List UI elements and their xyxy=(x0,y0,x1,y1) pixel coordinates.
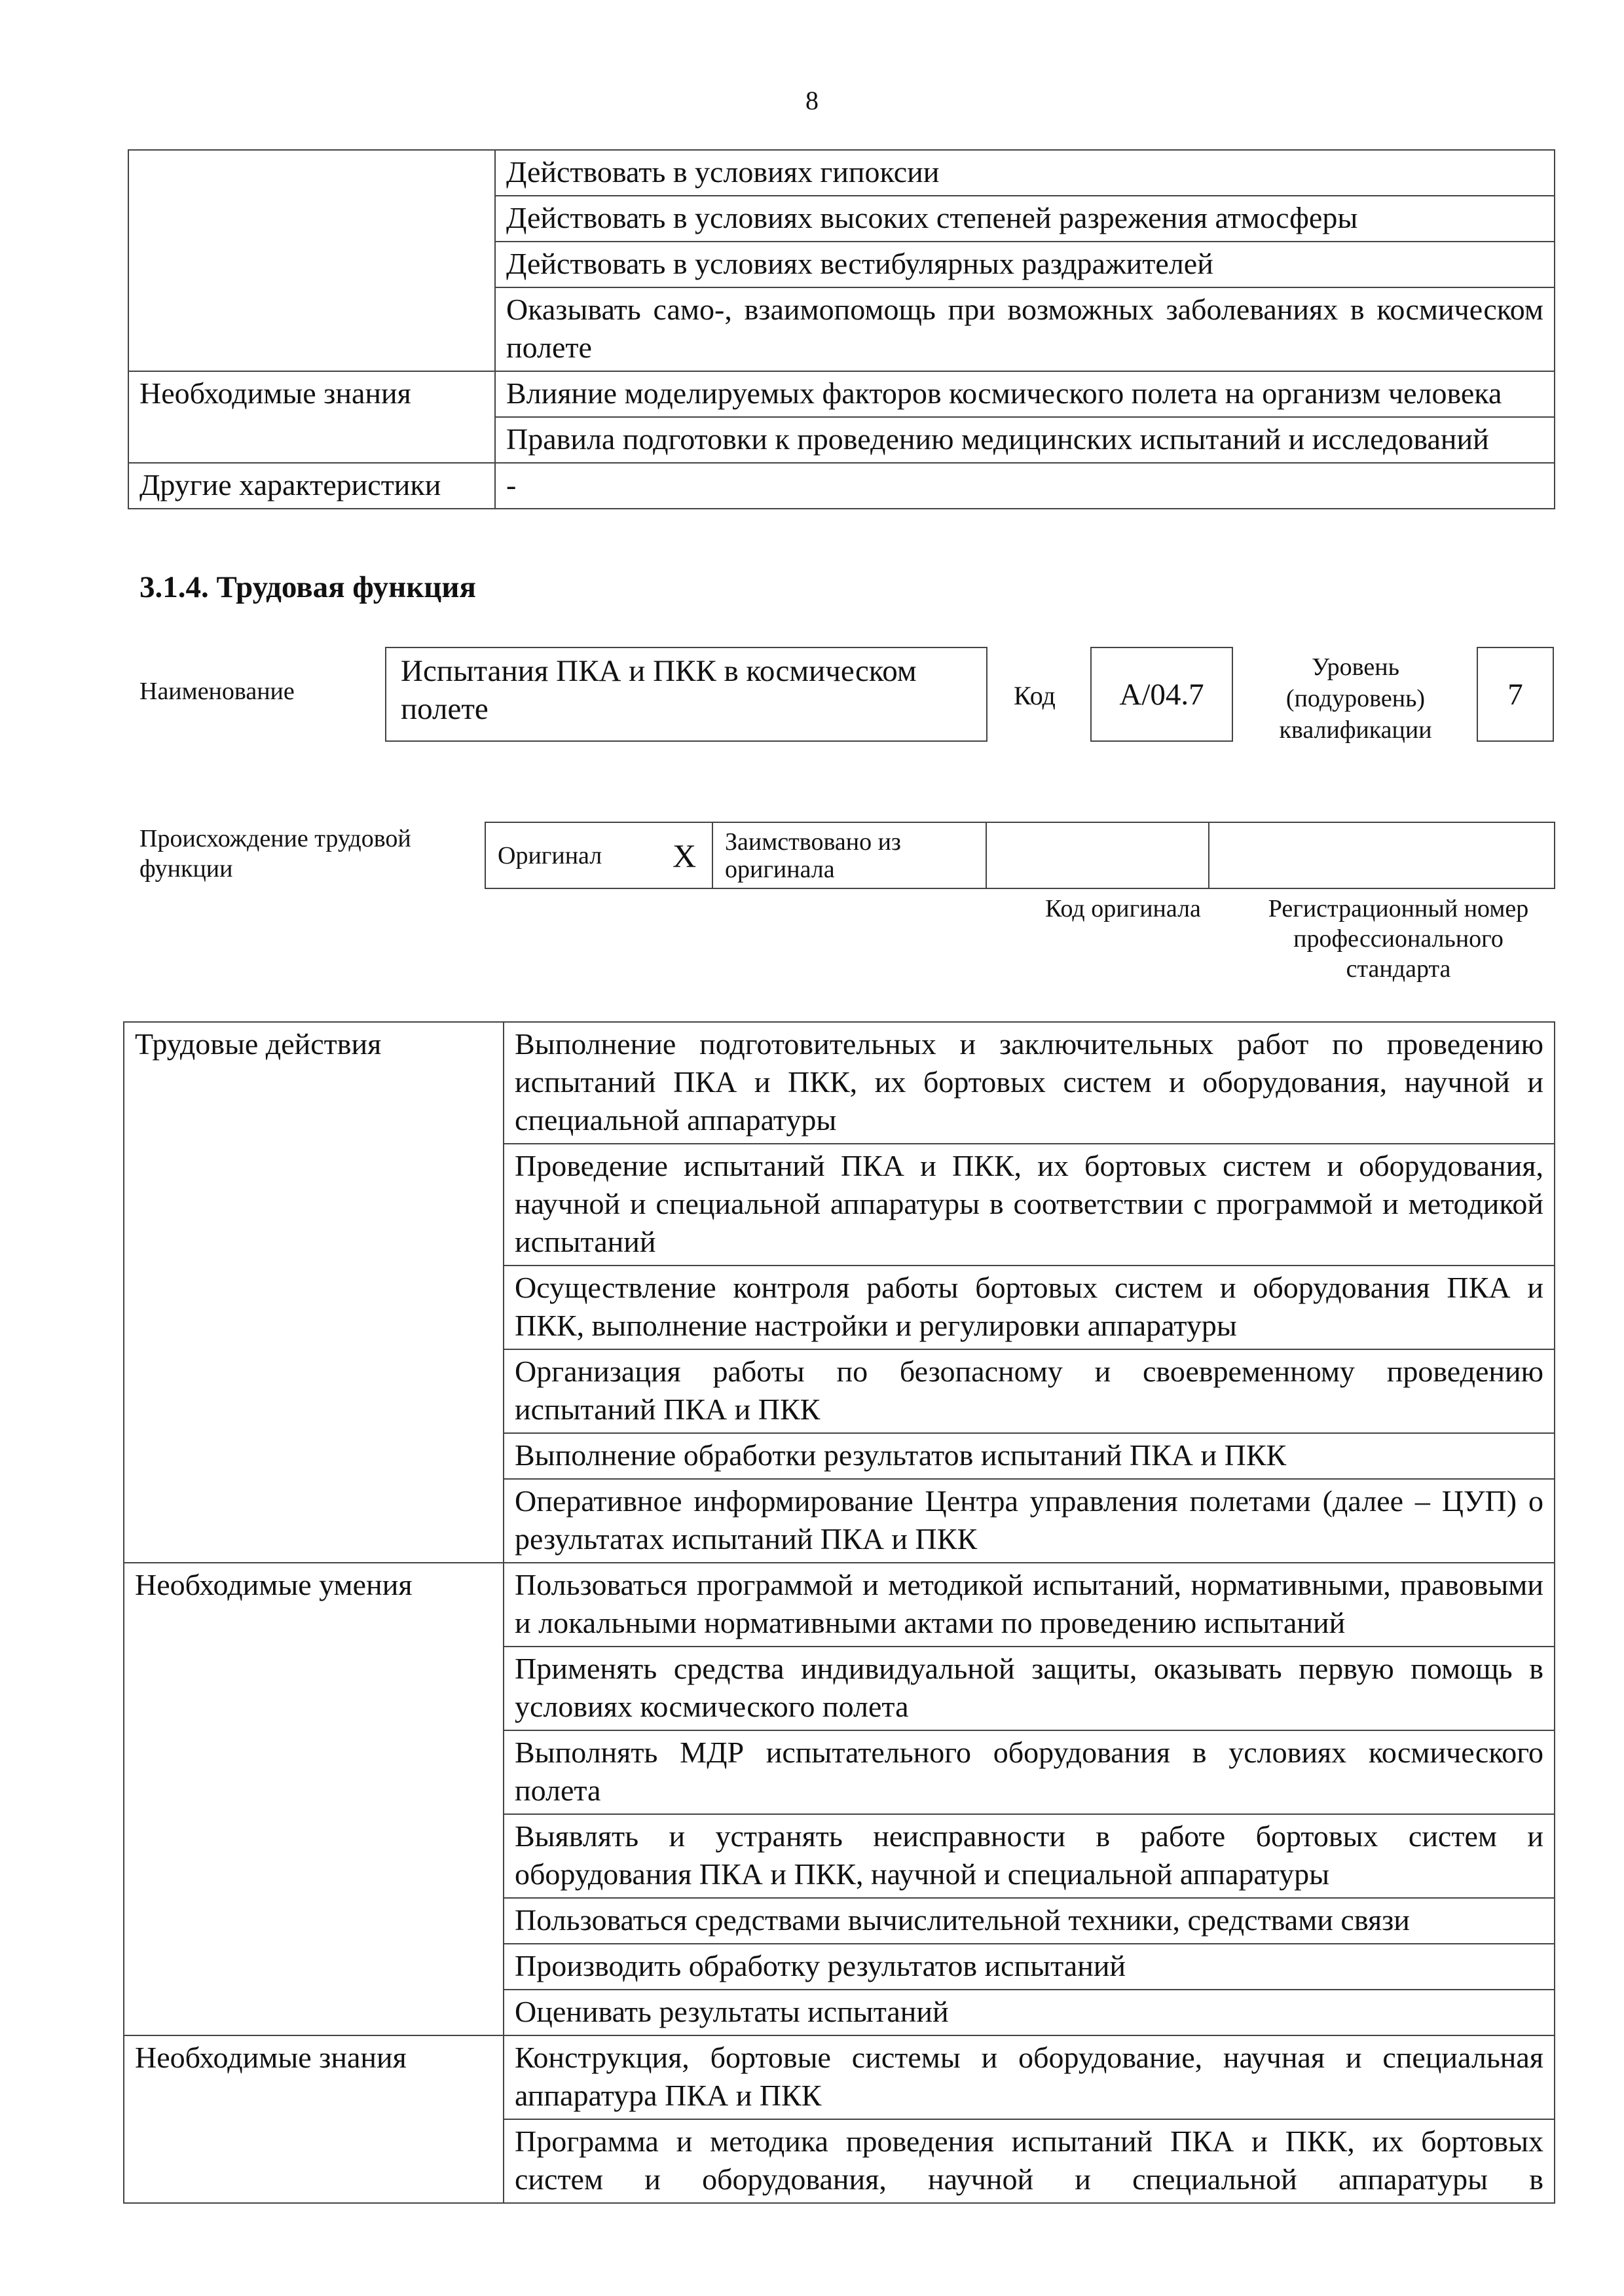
table-cell-value: Действовать в условиях вестибулярных раздражителей xyxy=(495,242,1555,287)
level-label: Уровень (подуровень) квалификации xyxy=(1279,653,1432,744)
table-row xyxy=(124,2035,1555,2119)
labor-function-table xyxy=(123,1021,1555,2204)
table-cell-value: Оценивать результаты испытаний xyxy=(504,1990,1555,2035)
code-value-box: А/04.7 xyxy=(1090,647,1233,742)
original-label: Оригинал xyxy=(485,822,657,888)
borrowed-label: Заимствовано из оригинала xyxy=(712,822,986,888)
table-row xyxy=(485,822,1555,888)
table-cell-value: Осуществление контроля работы бортовых систем и оборудования ПКА и ПКК, выполнение настройки и регулировки аппаратуры xyxy=(504,1266,1555,1349)
table-cell-value: Оперативное информирование Центра управления полетами (далее – ЦУП) о результатах испытаний ПКА и ПКК xyxy=(504,1479,1555,1563)
code-original-caption: Код оригинала xyxy=(1045,895,1201,922)
table-cell-value: Конструкция, бортовые системы и оборудование, научная и специальная аппаратура ПКА и ПКК xyxy=(504,2035,1555,2119)
name-label: Наименование xyxy=(139,678,295,705)
section-title: 3.1.4. Трудовая функция xyxy=(139,570,476,604)
table-cell-value: Программа и методика проведения испытаний ПКА и ПКК, их бортовых систем и оборудования, научной и специальной аппаратуры в xyxy=(504,2119,1555,2203)
table-cell-value: Организация работы по безопасному и своевременному проведению испытаний ПКА и ПКК xyxy=(504,1349,1555,1433)
table-cell-label xyxy=(128,150,495,371)
table-cell-value: Выполнение подготовительных и заключительных работ по проведению испытаний ПКА и ПКК, их бортовых систем и оборудования, научной и специальной аппаратуры xyxy=(504,1022,1555,1144)
table-cell-value: Влияние моделируемых факторов космического полета на организм человека xyxy=(495,371,1555,417)
reg-number-caption: Регистрационный номер профессионального стандарта xyxy=(1268,895,1529,983)
table-cell-value: Применять средства индивидуальной защиты, оказывать первую помощь в условиях космического полета xyxy=(504,1647,1555,1730)
origin-label: Происхождение трудовой функции xyxy=(139,825,411,883)
table-cell-value: Выполнение обработки результатов испытаний ПКА и ПКК xyxy=(504,1433,1555,1479)
table-cell-label: Трудовые действия xyxy=(124,1022,504,1563)
table-cell-value: Оказывать само-, взаимопомощь при возможных заболеваниях в космическом полете xyxy=(495,287,1555,371)
table-cell-value: Действовать в условиях высоких степеней разрежения атмосферы xyxy=(495,196,1555,242)
table-cell-value: Правила подготовки к проведению медицинских испытаний и исследований xyxy=(495,417,1555,463)
table-cell-value: Проведение испытаний ПКА и ПКК, их бортовых систем и оборудования, научной и специальной аппаратуры в соответствии с программой и методикой испытаний xyxy=(504,1144,1555,1266)
table-cell-value: Пользоваться программой и методикой испытаний, нормативными, правовыми и локальными нормативными актами по проведению испытаний xyxy=(504,1563,1555,1647)
table-cell-value: Производить обработку результатов испытаний xyxy=(504,1944,1555,1990)
code-original-cell xyxy=(986,822,1209,888)
table-cell-label: Необходимые знания xyxy=(124,2035,504,2203)
table-row xyxy=(128,150,1555,196)
table-cell-value: Выполнять МДР испытательного оборудования в условиях космического полета xyxy=(504,1730,1555,1814)
table-cell-label: Другие характеристики xyxy=(128,463,495,509)
level-value-box: 7 xyxy=(1477,647,1554,742)
table-cell-value: - xyxy=(495,463,1555,509)
table-cell-value: Пользоваться средствами вычислительной техники, средствами связи xyxy=(504,1898,1555,1944)
page-number: 8 xyxy=(805,86,819,115)
table-row xyxy=(124,1022,1555,1144)
table-row xyxy=(128,371,1555,417)
origin-table xyxy=(485,822,1555,889)
table-cell-value: Действовать в условиях гипоксии xyxy=(495,150,1555,196)
table-row xyxy=(124,1563,1555,1647)
table-cell-label: Необходимые знания xyxy=(128,371,495,463)
function-name-box: Испытания ПКА и ПКК в космическом полете xyxy=(385,647,987,742)
code-label: Код xyxy=(1014,681,1056,710)
reg-number-cell xyxy=(1209,822,1555,888)
table-cell-label: Необходимые умения xyxy=(124,1563,504,2035)
table-cell-value: Выявлять и устранять неисправности в работе бортовых систем и оборудования ПКА и ПКК, научной и специальной аппаратуры xyxy=(504,1814,1555,1898)
table-row xyxy=(128,463,1555,509)
top-requirements-table xyxy=(128,149,1555,509)
original-mark: X xyxy=(657,822,712,888)
